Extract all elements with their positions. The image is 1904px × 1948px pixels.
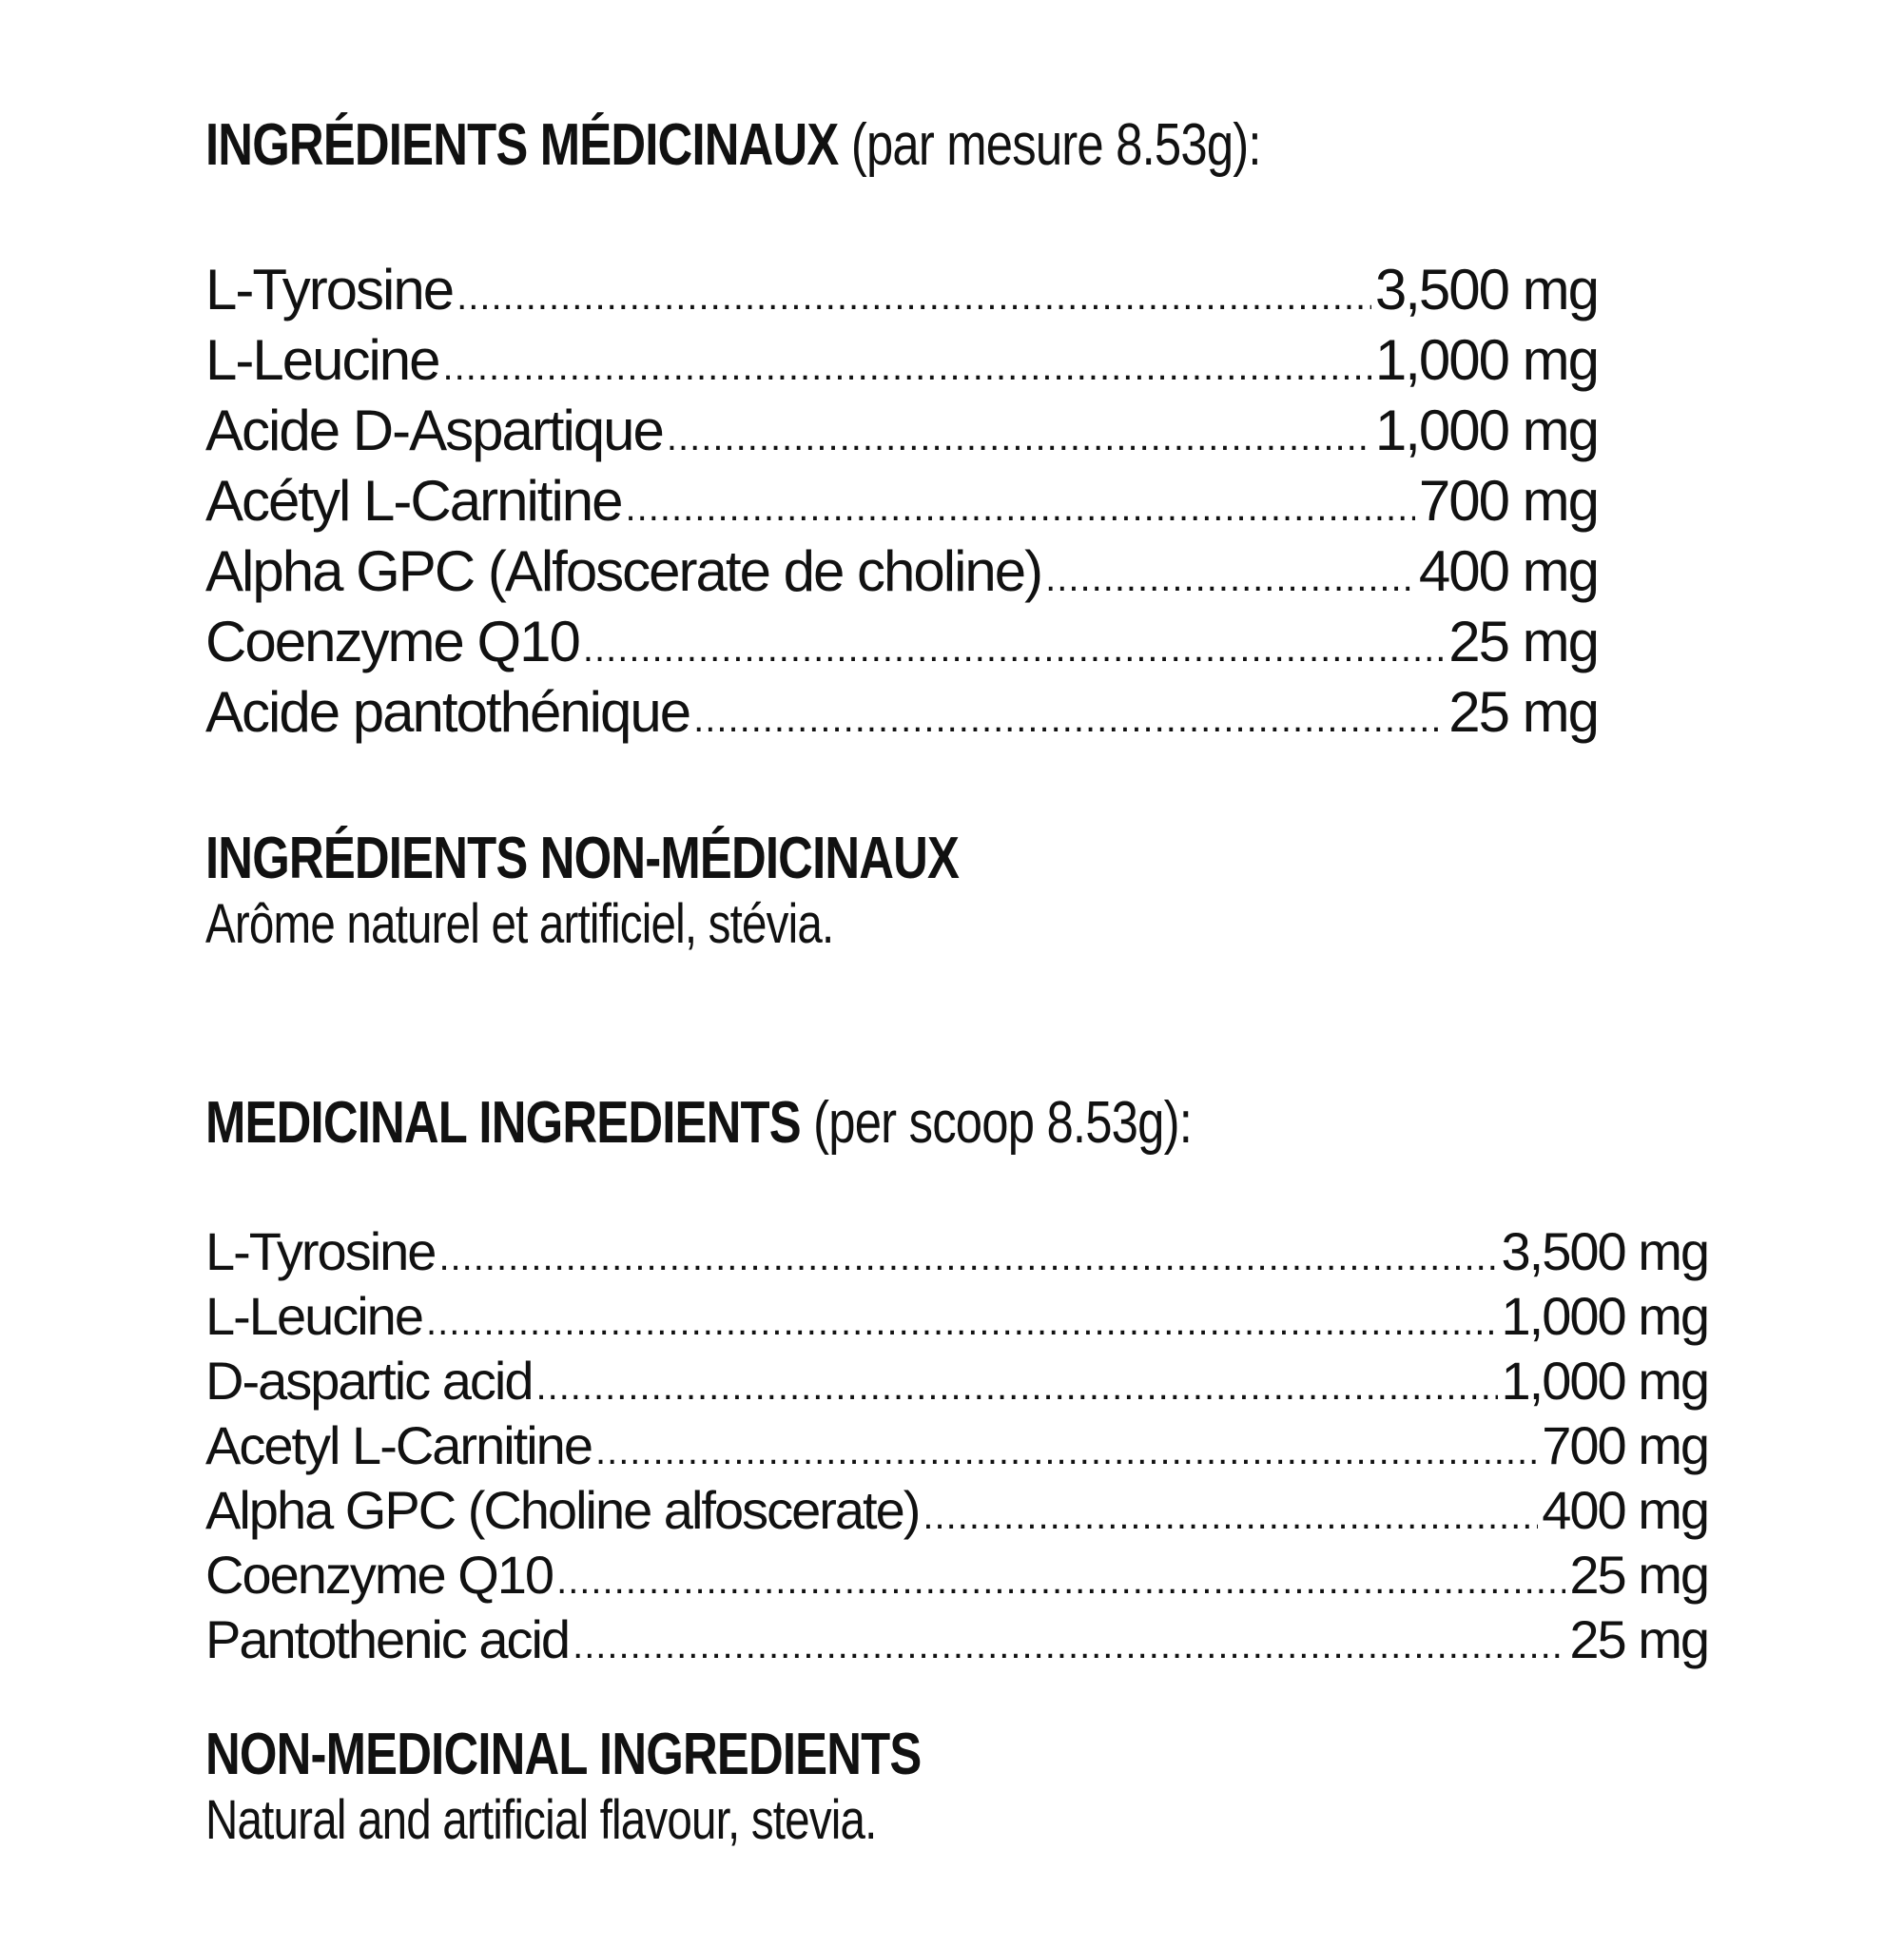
en-ingredient-row [205,1349,1708,1413]
dot-leader [667,396,1371,473]
dot-leader [556,1543,1565,1613]
en-ingredient-amount: 25 mg [1569,1609,1708,1669]
dot-leader [583,607,1445,684]
en-ingredient-amount: 400 mg [1542,1480,1708,1540]
en-ingredient-name: L-Leucine [205,1286,422,1346]
fr-ingredient-row [205,466,1598,536]
fr-non-medicinal-block [205,826,1124,957]
fr-ingredient-row [205,255,1598,325]
fr-ingredient-name: Alpha GPC (Alfoscerate de choline) [205,539,1042,603]
en-ingredient-name: L-Tyrosine [205,1221,436,1281]
fr-ingredient-row [205,325,1598,396]
en-ingredient-row [205,1284,1708,1349]
en-ingredient-amount: 1,000 mg [1501,1286,1708,1346]
en-medicinal-heading-title: MEDICINAL INGREDIENTS [205,1090,801,1156]
en-non-medicinal-block [205,1722,1078,1853]
en-medicinal-heading [205,1090,1192,1157]
fr-non-medicinal-text [205,892,1124,957]
dot-leader [626,466,1415,543]
fr-non-medicinal-text-value: Arôme naturel et artificiel, stévia. [205,893,834,955]
fr-medicinal-heading [205,112,1261,179]
en-ingredient-row [205,1543,1708,1607]
fr-ingredient-amount: 400 mg [1418,539,1598,603]
en-ingredient-name: D-aspartic acid [205,1351,533,1411]
en-ingredient-row [205,1607,1708,1672]
fr-ingredient-amount: 700 mg [1418,469,1598,533]
en-ingredient-row [205,1219,1708,1284]
fr-ingredient-amount: 25 mg [1448,610,1598,673]
fr-ingredient-amount: 1,000 mg [1374,328,1598,392]
en-ingredient-amount: 700 mg [1542,1415,1708,1475]
fr-medicinal-heading-note: (par mesure 8.53g): [850,112,1261,178]
en-medicinal-heading-block [205,1090,1409,1157]
en-ingredient-name: Pantothenic acid [205,1609,570,1669]
fr-ingredient-amount: 3,500 mg [1374,258,1598,321]
dot-leader [438,1219,1497,1290]
en-non-medicinal-text-value: Natural and artificial flavour, stevia. [205,1789,877,1851]
fr-non-medicinal-heading: INGRÉDIENTS NON-MÉDICINAUX [205,826,960,891]
en-non-medicinal-heading: NON-MEDICINAL INGREDIENTS [205,1722,922,1787]
dot-leader [443,325,1371,402]
fr-ingredient-row [205,396,1598,466]
en-ingredient-amount: 1,000 mg [1501,1351,1708,1411]
en-ingredient-row [205,1413,1708,1478]
fr-ingredient-name: Acide D-Aspartique [205,399,663,462]
fr-medicinal-heading-block [205,112,1492,179]
en-medicinal-list [205,1219,1708,1672]
en-ingredient-row [205,1478,1708,1543]
dot-leader [923,1478,1538,1549]
en-ingredient-name: Coenzyme Q10 [205,1545,554,1605]
dot-leader [595,1413,1538,1484]
dot-leader [426,1284,1498,1354]
dot-leader [535,1349,1497,1419]
fr-ingredient-name: Acétyl L-Carnitine [205,469,622,533]
fr-ingredient-row [205,536,1598,607]
en-ingredient-amount: 3,500 mg [1501,1221,1708,1281]
fr-ingredient-name: L-Leucine [205,328,439,392]
en-ingredient-name: Alpha GPC (Choline alfoscerate) [205,1480,920,1540]
en-non-medicinal-text [205,1788,1078,1853]
dot-leader [573,1607,1565,1678]
fr-medicinal-heading-title: INGRÉDIENTS MÉDICINAUX [205,112,839,178]
dot-leader [1045,536,1415,614]
fr-ingredient-name: L-Tyrosine [205,258,454,321]
dot-leader [693,677,1445,754]
dot-leader [457,255,1371,332]
en-ingredient-name: Acetyl L-Carnitine [205,1415,592,1475]
fr-ingredient-name: Coenzyme Q10 [205,610,579,673]
fr-ingredient-name: Acide pantothénique [205,680,690,744]
fr-ingredient-row [205,607,1598,677]
fr-ingredient-amount: 25 mg [1448,680,1598,744]
fr-medicinal-list [205,255,1598,748]
fr-ingredient-amount: 1,000 mg [1374,399,1598,462]
en-medicinal-heading-note: (per scoop 8.53g): [813,1090,1193,1156]
en-ingredient-amount: 25 mg [1569,1545,1708,1605]
fr-ingredient-row [205,677,1598,748]
